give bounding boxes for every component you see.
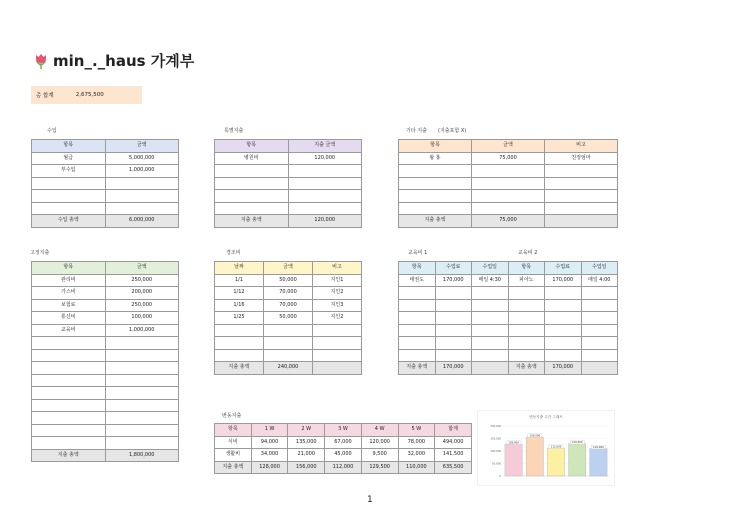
column-header: 수업일 <box>581 262 618 275</box>
total-cell: 128,000 <box>251 461 288 474</box>
total-cell: 112,000 <box>325 461 362 474</box>
table-row <box>32 387 179 400</box>
table-cell <box>215 349 264 362</box>
table-cell <box>545 190 618 203</box>
table-cell <box>472 324 509 337</box>
total-cell: 지출 총액 <box>32 449 106 462</box>
table-cell: 70,000 <box>264 299 313 312</box>
table-cell: 141,500 <box>435 449 472 462</box>
data-label: 156,000 <box>529 434 541 438</box>
table-row <box>32 362 179 375</box>
table-cell <box>399 337 436 350</box>
special-label: 특별지출 <box>224 128 244 134</box>
column-header: 항목 <box>32 262 106 275</box>
table-cell <box>472 287 509 300</box>
table-cell <box>399 177 472 190</box>
page-number: 1 <box>367 495 373 505</box>
table-cell: 교육비 <box>32 324 106 337</box>
column-header: 4 W <box>361 424 398 437</box>
table-row <box>399 190 618 203</box>
total-row <box>215 362 362 375</box>
table-cell <box>508 337 545 350</box>
total-cell: 지출 총액 <box>215 461 252 474</box>
table-row <box>399 274 618 287</box>
table-row <box>215 177 362 190</box>
table-row <box>32 165 179 178</box>
total-cell: 240,000 <box>264 362 313 375</box>
table-row <box>32 274 179 287</box>
table-row <box>215 165 362 178</box>
table-cell: 170,000 <box>435 274 472 287</box>
total-cell: 지출 총액 <box>399 362 436 375</box>
table-cell: 지인2 <box>313 312 362 325</box>
table-cell <box>264 324 313 337</box>
income-table <box>31 139 179 228</box>
table-cell: 5,000,000 <box>105 152 179 165</box>
variable-label: 변동지출 <box>222 413 242 419</box>
column-header: 비고 <box>313 262 362 275</box>
table-row <box>32 324 179 337</box>
column-header: 수업료 <box>545 262 582 275</box>
table-cell <box>264 349 313 362</box>
total-cell: 129,500 <box>361 461 398 474</box>
total-cell <box>313 362 362 375</box>
total-label: 총 합계 <box>36 93 54 99</box>
total-cell <box>545 215 618 228</box>
table-cell <box>435 299 472 312</box>
events-expense-table <box>214 261 362 375</box>
table-cell <box>399 287 436 300</box>
column-header: 항목 <box>215 424 252 437</box>
table-cell: 태권도 <box>399 274 436 287</box>
table-cell <box>32 190 106 203</box>
table-cell: 지인1 <box>313 274 362 287</box>
table-cell: 32,000 <box>398 449 435 462</box>
table-row <box>399 152 618 165</box>
table-cell <box>215 324 264 337</box>
table-row <box>215 274 362 287</box>
table-cell <box>545 202 618 215</box>
table-row <box>215 349 362 362</box>
table-row <box>399 299 618 312</box>
total-value: 2,675,500 <box>75 92 104 98</box>
table-row <box>399 177 618 190</box>
table-cell <box>472 349 509 362</box>
table-cell: 왕 홍 <box>399 152 472 165</box>
table-row <box>32 412 179 425</box>
column-header: 금액 <box>105 262 179 275</box>
table-cell <box>32 437 106 450</box>
total-cell: 지출 총액 <box>399 215 472 228</box>
total-cell: 75,000 <box>472 215 545 228</box>
table-cell: 94,000 <box>251 436 288 449</box>
total-cell: 156,000 <box>288 461 325 474</box>
table-cell: 관리비 <box>32 274 106 287</box>
total-cell: 170,000 <box>545 362 582 375</box>
column-header: 항목 <box>399 140 472 153</box>
table-cell <box>32 349 106 362</box>
header-row <box>215 424 472 437</box>
table-cell: 부수입 <box>32 165 106 178</box>
table-cell: 120,000 <box>361 436 398 449</box>
education-expense-table <box>398 261 618 375</box>
table-cell <box>399 324 436 337</box>
table-row <box>32 287 179 300</box>
table-cell <box>215 337 264 350</box>
table-cell <box>508 299 545 312</box>
table-cell: 통신비 <box>32 312 106 325</box>
total-row <box>32 449 179 462</box>
table-cell <box>545 337 582 350</box>
table-cell: 생활비 <box>215 449 252 462</box>
table-cell <box>545 165 618 178</box>
table-cell: 식비 <box>215 436 252 449</box>
table-cell <box>472 177 545 190</box>
table-cell <box>105 424 179 437</box>
table-row <box>32 152 179 165</box>
total-cell <box>472 362 509 375</box>
total-cell: 지출 총액 <box>508 362 545 375</box>
table-cell <box>288 165 362 178</box>
column-header: 항목 <box>399 262 436 275</box>
table-cell <box>472 190 545 203</box>
table-row <box>215 337 362 350</box>
data-label: 129,500 <box>571 441 583 445</box>
table-cell <box>32 424 106 437</box>
table-cell <box>105 412 179 425</box>
table-cell <box>472 312 509 325</box>
table-cell: 120,000 <box>288 152 362 165</box>
table-cell <box>545 312 582 325</box>
table-row <box>215 312 362 325</box>
header-row <box>32 262 179 275</box>
table-cell: 피아노 <box>508 274 545 287</box>
table-cell <box>435 324 472 337</box>
table-cell <box>264 337 313 350</box>
total-cell: 170,000 <box>435 362 472 375</box>
total-row <box>399 215 618 228</box>
column-header: 합계 <box>435 424 472 437</box>
bar <box>569 444 586 476</box>
table-row <box>32 190 179 203</box>
total-row <box>399 362 618 375</box>
table-cell <box>435 337 472 350</box>
total-cell: 120,000 <box>288 215 362 228</box>
table-cell <box>105 177 179 190</box>
table-row <box>215 436 472 449</box>
table-cell: 200,000 <box>105 287 179 300</box>
column-header: 항목 <box>32 140 106 153</box>
table-cell <box>105 437 179 450</box>
table-cell <box>288 190 362 203</box>
table-cell <box>508 287 545 300</box>
table-cell <box>105 349 179 362</box>
income-label: 수입 <box>47 128 57 134</box>
table-cell: 1/25 <box>215 312 264 325</box>
table-cell: 100,000 <box>105 312 179 325</box>
table-cell <box>105 202 179 215</box>
total-row <box>215 215 362 228</box>
total-cell: 110,000 <box>398 461 435 474</box>
table-cell: 지인2 <box>313 287 362 300</box>
edu2-label: 교육비 2 <box>518 250 538 256</box>
y-tick-label: 100,000 <box>490 450 501 453</box>
column-header: 5 W <box>398 424 435 437</box>
total-cell <box>581 362 618 375</box>
page-title <box>34 50 194 71</box>
column-header: 금액 <box>264 262 313 275</box>
total-cell: 수입 총액 <box>32 215 106 228</box>
table-cell <box>545 349 582 362</box>
table-row <box>32 299 179 312</box>
header-row <box>215 140 362 153</box>
table-row <box>32 202 179 215</box>
y-tick-label: 50,000 <box>491 462 501 466</box>
column-header: 지출 금액 <box>288 140 362 153</box>
column-header: 금액 <box>105 140 179 153</box>
table-row <box>215 449 472 462</box>
y-tick-label: 200,000 <box>490 425 501 428</box>
table-cell <box>435 349 472 362</box>
column-header: 금액 <box>472 140 545 153</box>
table-cell <box>313 349 362 362</box>
header-row <box>399 140 618 153</box>
table-cell: 1,000,000 <box>105 324 179 337</box>
table-cell <box>105 362 179 375</box>
table-row <box>399 287 618 300</box>
table-cell: 9,500 <box>361 449 398 462</box>
table-row <box>399 312 618 325</box>
table-cell <box>32 337 106 350</box>
column-header: 항목 <box>215 140 289 153</box>
table-cell: 34,000 <box>251 449 288 462</box>
table-cell <box>32 399 106 412</box>
column-header: 비고 <box>545 140 618 153</box>
column-header: 2 W <box>288 424 325 437</box>
table-cell <box>399 165 472 178</box>
tulip-icon <box>34 53 48 69</box>
table-cell <box>105 190 179 203</box>
table-cell <box>472 337 509 350</box>
table-cell: 45,000 <box>325 449 362 462</box>
total-row <box>215 461 472 474</box>
table-cell <box>435 312 472 325</box>
header-row <box>399 262 618 275</box>
table-row <box>32 177 179 190</box>
table-cell: 135,000 <box>288 436 325 449</box>
table-cell <box>581 299 618 312</box>
table-cell: 170,000 <box>545 274 582 287</box>
table-row <box>215 287 362 300</box>
table-cell <box>581 287 618 300</box>
bar <box>547 448 564 476</box>
table-cell <box>545 177 618 190</box>
table-row <box>399 202 618 215</box>
fixed-label: 고정지출 <box>30 250 50 256</box>
events-label: 경조비 <box>226 250 241 256</box>
chart-title: 변동지출 주간 그래프 <box>529 415 563 419</box>
table-cell: 친정엄마 <box>545 152 618 165</box>
variable-expense-table <box>214 423 472 474</box>
table-cell <box>288 177 362 190</box>
table-cell <box>399 349 436 362</box>
table-cell: 1/16 <box>215 299 264 312</box>
table-cell <box>545 287 582 300</box>
total-cell: 6,000,000 <box>105 215 179 228</box>
table-cell <box>399 190 472 203</box>
header-row <box>215 262 362 275</box>
table-cell: 매일 4:00 <box>581 274 618 287</box>
data-label: 128,000 <box>508 441 519 445</box>
total-summary <box>31 86 142 104</box>
table-cell <box>435 287 472 300</box>
table-cell <box>288 202 362 215</box>
table-row <box>215 299 362 312</box>
table-cell <box>399 312 436 325</box>
table-cell: 70,000 <box>264 287 313 300</box>
bar <box>590 449 607 477</box>
table-row <box>32 437 179 450</box>
title-text: min_._haus 가계부 <box>53 52 195 70</box>
bar <box>505 444 522 476</box>
total-cell: 635,500 <box>435 461 472 474</box>
total-row <box>32 215 179 228</box>
table-cell <box>32 177 106 190</box>
table-cell <box>472 165 545 178</box>
table-cell: 지인3 <box>313 299 362 312</box>
column-header: 항목 <box>508 262 545 275</box>
column-header: 수업료 <box>435 262 472 275</box>
table-cell <box>581 337 618 350</box>
table-cell <box>215 202 289 215</box>
table-cell: 병원비 <box>215 152 289 165</box>
table-cell: 78,000 <box>398 436 435 449</box>
table-cell: 250,000 <box>105 274 179 287</box>
weekly-variable-expense-chart <box>477 410 615 486</box>
column-header: 3 W <box>325 424 362 437</box>
other-expense-table <box>398 139 618 228</box>
table-row <box>399 324 618 337</box>
table-cell: 250,000 <box>105 299 179 312</box>
table-row <box>32 337 179 350</box>
header-row <box>32 140 179 153</box>
table-cell <box>105 337 179 350</box>
table-cell: 1/12 <box>215 287 264 300</box>
total-cell: 1,800,000 <box>105 449 179 462</box>
table-cell: 보험료 <box>32 299 106 312</box>
table-cell: 가스비 <box>32 287 106 300</box>
edu1-label: 교육비 1 <box>408 250 428 256</box>
table-cell: 50,000 <box>264 312 313 325</box>
other-label: 기타 지출 <box>406 128 427 134</box>
table-cell <box>399 299 436 312</box>
fixed-expense-table <box>31 261 179 462</box>
table-cell <box>215 190 289 203</box>
table-row <box>32 312 179 325</box>
table-cell: 1,000,000 <box>105 165 179 178</box>
table-row <box>215 190 362 203</box>
y-tick-label: 0 <box>499 475 501 478</box>
table-cell <box>105 374 179 387</box>
table-row <box>32 399 179 412</box>
table-row <box>399 337 618 350</box>
table-cell <box>32 387 106 400</box>
column-header: 1 W <box>251 424 288 437</box>
table-cell <box>472 299 509 312</box>
table-cell <box>508 312 545 325</box>
table-cell <box>32 362 106 375</box>
table-cell <box>215 177 289 190</box>
table-cell <box>545 299 582 312</box>
total-cell: 지출 총액 <box>215 362 264 375</box>
table-row <box>32 424 179 437</box>
table-row <box>215 152 362 165</box>
table-cell: 21,000 <box>288 449 325 462</box>
table-cell <box>32 202 106 215</box>
table-row <box>399 349 618 362</box>
special-expense-table <box>214 139 362 228</box>
table-cell <box>581 324 618 337</box>
table-cell <box>313 337 362 350</box>
y-tick-label: 150,000 <box>490 437 501 441</box>
table-cell: 75,000 <box>472 152 545 165</box>
table-cell: 매일 4:30 <box>472 274 509 287</box>
table-row <box>32 349 179 362</box>
other-sublabel: (지출포함 X) <box>438 128 467 134</box>
data-label: 110,000 <box>593 445 604 449</box>
total-cell: 지출 총액 <box>215 215 289 228</box>
table-row <box>215 324 362 337</box>
data-label: 112,000 <box>550 445 562 449</box>
table-cell: 1/1 <box>215 274 264 287</box>
table-row <box>215 202 362 215</box>
table-cell <box>581 349 618 362</box>
table-cell <box>215 165 289 178</box>
bar <box>526 437 543 476</box>
table-cell <box>32 374 106 387</box>
table-cell <box>313 324 362 337</box>
table-cell <box>105 387 179 400</box>
table-cell <box>32 412 106 425</box>
table-cell <box>399 202 472 215</box>
column-header: 날짜 <box>215 262 264 275</box>
table-cell <box>581 312 618 325</box>
table-cell: 50,000 <box>264 274 313 287</box>
table-cell <box>105 399 179 412</box>
table-cell: 월급 <box>32 152 106 165</box>
column-header: 수업일 <box>472 262 509 275</box>
table-cell: 494,000 <box>435 436 472 449</box>
table-row <box>32 374 179 387</box>
table-cell <box>472 202 545 215</box>
table-cell <box>508 324 545 337</box>
table-cell: 67,000 <box>325 436 362 449</box>
table-cell <box>508 349 545 362</box>
table-row <box>399 165 618 178</box>
table-cell <box>545 324 582 337</box>
